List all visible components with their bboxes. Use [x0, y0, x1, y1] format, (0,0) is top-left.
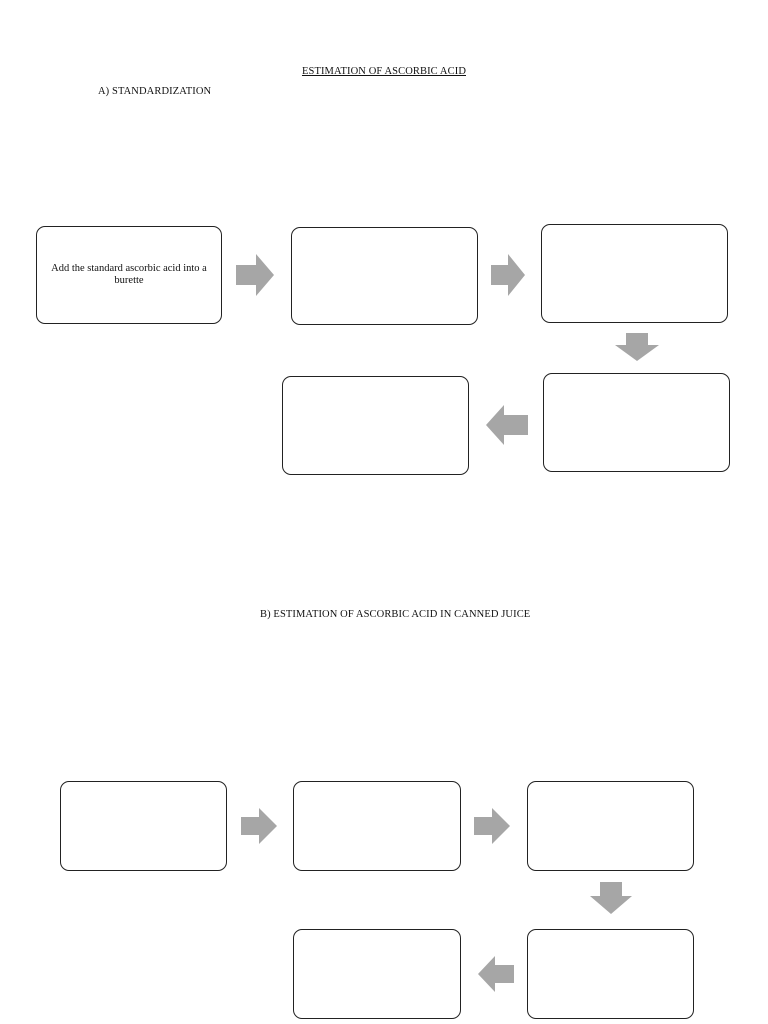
arrow-down-icon [615, 333, 659, 361]
arrow-left-icon [478, 956, 514, 992]
arrow-right-icon [241, 808, 277, 844]
section-a-step-1 [36, 226, 222, 324]
section-a-step-3 [541, 224, 728, 323]
section-a-step-2 [291, 227, 478, 325]
section-b-step-3 [527, 781, 694, 871]
arrow-down-icon [590, 882, 632, 914]
arrow-right-icon [474, 808, 510, 844]
arrow-right-icon [491, 254, 525, 296]
section-b-heading: B) ESTIMATION OF ASCORBIC ACID IN CANNED JUICE [260, 609, 531, 620]
step-text: Add the standard ascorbic acid into a burette [51, 263, 207, 286]
section-b-step-5 [293, 929, 461, 1019]
section-a-heading: A) STANDARDIZATION [98, 86, 212, 97]
arrow-left-icon [486, 405, 528, 445]
section-b-step-2 [293, 781, 461, 871]
section-a-step-4 [543, 373, 730, 472]
section-b-step-1 [60, 781, 227, 871]
arrow-right-icon [236, 254, 274, 296]
section-b-step-4 [527, 929, 694, 1019]
section-a-step-5 [282, 376, 469, 475]
page-title: ESTIMATION OF ASCORBIC ACID [301, 66, 466, 77]
